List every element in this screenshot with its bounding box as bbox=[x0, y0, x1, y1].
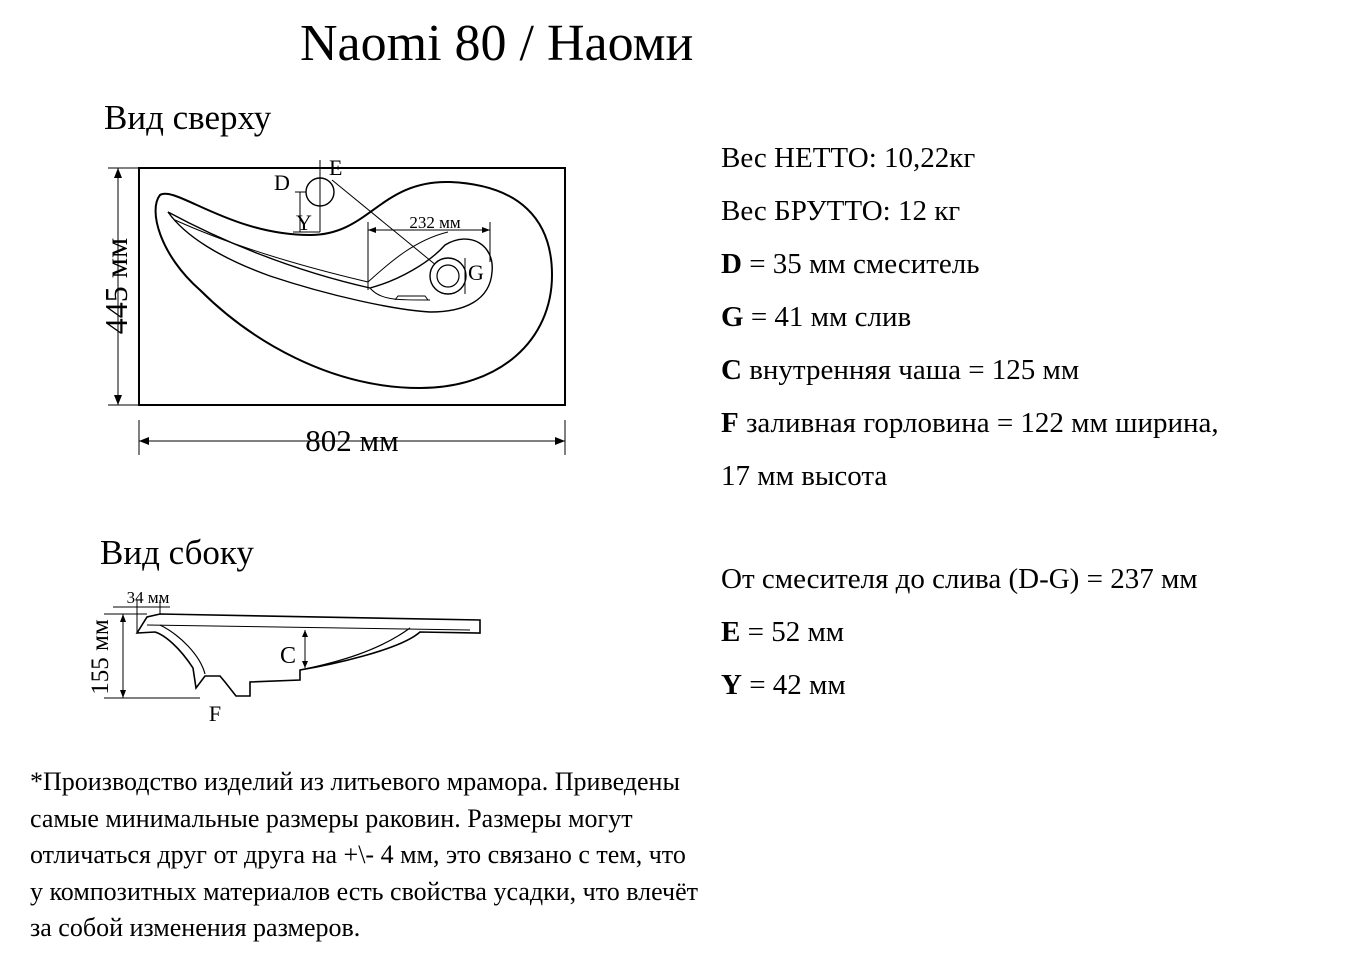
width-dimension-label: 802 мм bbox=[305, 423, 399, 458]
top-view-drawing bbox=[0, 0, 640, 500]
spec-f: F заливная горловина = 122 мм ширина, bbox=[721, 407, 1219, 439]
basin-outline bbox=[156, 182, 552, 388]
footnote bbox=[30, 764, 830, 947]
page-title: Naomi 80 / Наоми bbox=[300, 15, 694, 72]
spec-gross-weight: Вес БРУТТО: 12 кг bbox=[721, 195, 961, 227]
spec-f-height: 17 мм высота bbox=[721, 460, 888, 492]
side-profile bbox=[137, 614, 480, 696]
rim-dimension-label: 34 мм bbox=[126, 588, 170, 607]
spec-d-g: От смесителя до слива (D-G) = 237 мм bbox=[721, 563, 1198, 595]
side-view-drawing bbox=[0, 570, 520, 740]
spec-d: D = 35 мм смеситель bbox=[721, 248, 980, 280]
height-dimension-label: 445 мм bbox=[98, 237, 134, 335]
spec-g: G = 41 мм слив bbox=[721, 301, 912, 333]
spec-y: Y = 42 мм bbox=[721, 669, 846, 701]
footnote-line: у композитных материалов есть свойства усадки, что влечёт bbox=[30, 876, 699, 906]
footnote-line: за собой изменения размеров. bbox=[30, 913, 361, 942]
footnote-line: самые минимальные размеры раковин. Размеры могут bbox=[30, 803, 633, 833]
footnote-line: отличаться друг от друга на +\- 4 мм, это связано с тем, что bbox=[30, 840, 686, 869]
side-view-heading: Вид сбоку bbox=[100, 533, 254, 572]
footnote-line: *Производство изделий из литьевого мрамора. Приведены bbox=[30, 767, 680, 796]
side-height-dimension-label: 155 мм bbox=[87, 619, 114, 695]
spec-e: E = 52 мм bbox=[721, 616, 845, 648]
label-d: D bbox=[274, 170, 290, 195]
label-e: E bbox=[329, 155, 343, 180]
sink-outline bbox=[139, 168, 565, 405]
label-c: C bbox=[279, 643, 297, 669]
spec-c: C внутренняя чаша = 125 мм bbox=[721, 354, 1080, 386]
top-view-heading: Вид сверху bbox=[104, 98, 272, 137]
label-y: Y bbox=[296, 210, 312, 235]
inner-dimension-label: 232 мм bbox=[409, 213, 461, 232]
label-f: F bbox=[208, 701, 222, 726]
label-g: G bbox=[468, 260, 484, 285]
spec-net-weight: Вес НЕТТО: 10,22кг bbox=[721, 142, 976, 174]
drain-outer bbox=[430, 258, 466, 294]
